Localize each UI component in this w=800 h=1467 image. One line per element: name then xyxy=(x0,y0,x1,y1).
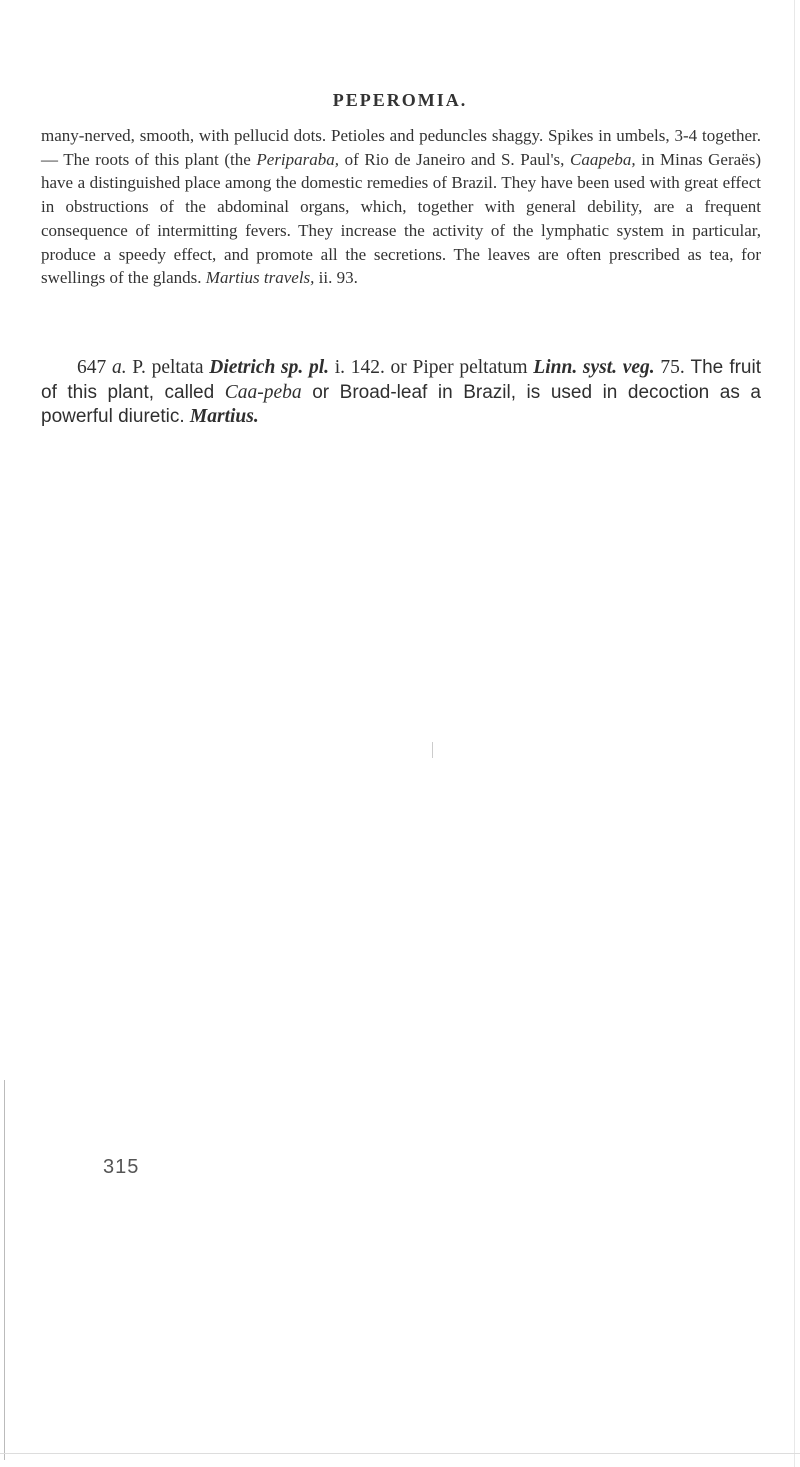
p2-italic-linn: Linn. syst. veg. xyxy=(533,357,655,378)
p2-text-3: 75. xyxy=(654,357,691,378)
p1-italic-caapeba: Caapeba, xyxy=(570,149,636,169)
p2-italic-martius: Martius. xyxy=(189,406,259,427)
p1-text-3: in Minas Geraës) have a distinguished place among the domestic remedies of Brazil. They have been used with great effect in obstructions of the abdominal organs, which, together with general debility, are a frequent consequence of intermitting fevers. They increase the activity of the lymphatic system in particular, produce a speedy effect, and promote all the secretions. The leaves are often prescribed as tea, for swellings of the glands. xyxy=(41,149,761,288)
running-head: PEPEROMIA. xyxy=(332,90,468,110)
p1-text-4: ii. 93. xyxy=(314,268,358,288)
page-mark xyxy=(432,742,433,758)
p2-italic-dietrich: Dietrich sp. pl. xyxy=(209,357,329,378)
paragraph-1 xyxy=(41,124,761,290)
p1-text-2: of Rio de Janeiro and S. Paul's, xyxy=(339,149,571,169)
page-edge-right xyxy=(794,0,795,1467)
p2-text-5: or Broad-leaf in Brazil, is used in decoction as a powerful diuretic. xyxy=(41,381,761,427)
p2-italic-caa-peba: Caa-peba xyxy=(224,381,302,403)
paragraph-2 xyxy=(41,356,761,430)
page-number: 315 xyxy=(103,1156,140,1178)
p2-text-1: P. peltata xyxy=(126,357,210,378)
p1-italic-periparaba: Periparaba, xyxy=(256,149,340,169)
p2-text-2: i. 142. or Piper peltatum xyxy=(329,357,534,378)
entry-letter: a. xyxy=(111,357,127,378)
p2-text-4: The fruit of this plant, called xyxy=(41,357,761,403)
p1-text-1: many-nerved, smooth, with pellucid dots. Petioles and peduncles shaggy. Spikes in umbels, 3-4 together. — The roots of this plant (the xyxy=(41,126,761,169)
binding-edge-line xyxy=(4,1080,5,1460)
page-edge-bottom xyxy=(0,1453,800,1454)
entry-number: 647 xyxy=(77,357,107,378)
p1-italic-martius-travels: Martius travels, xyxy=(205,268,315,288)
